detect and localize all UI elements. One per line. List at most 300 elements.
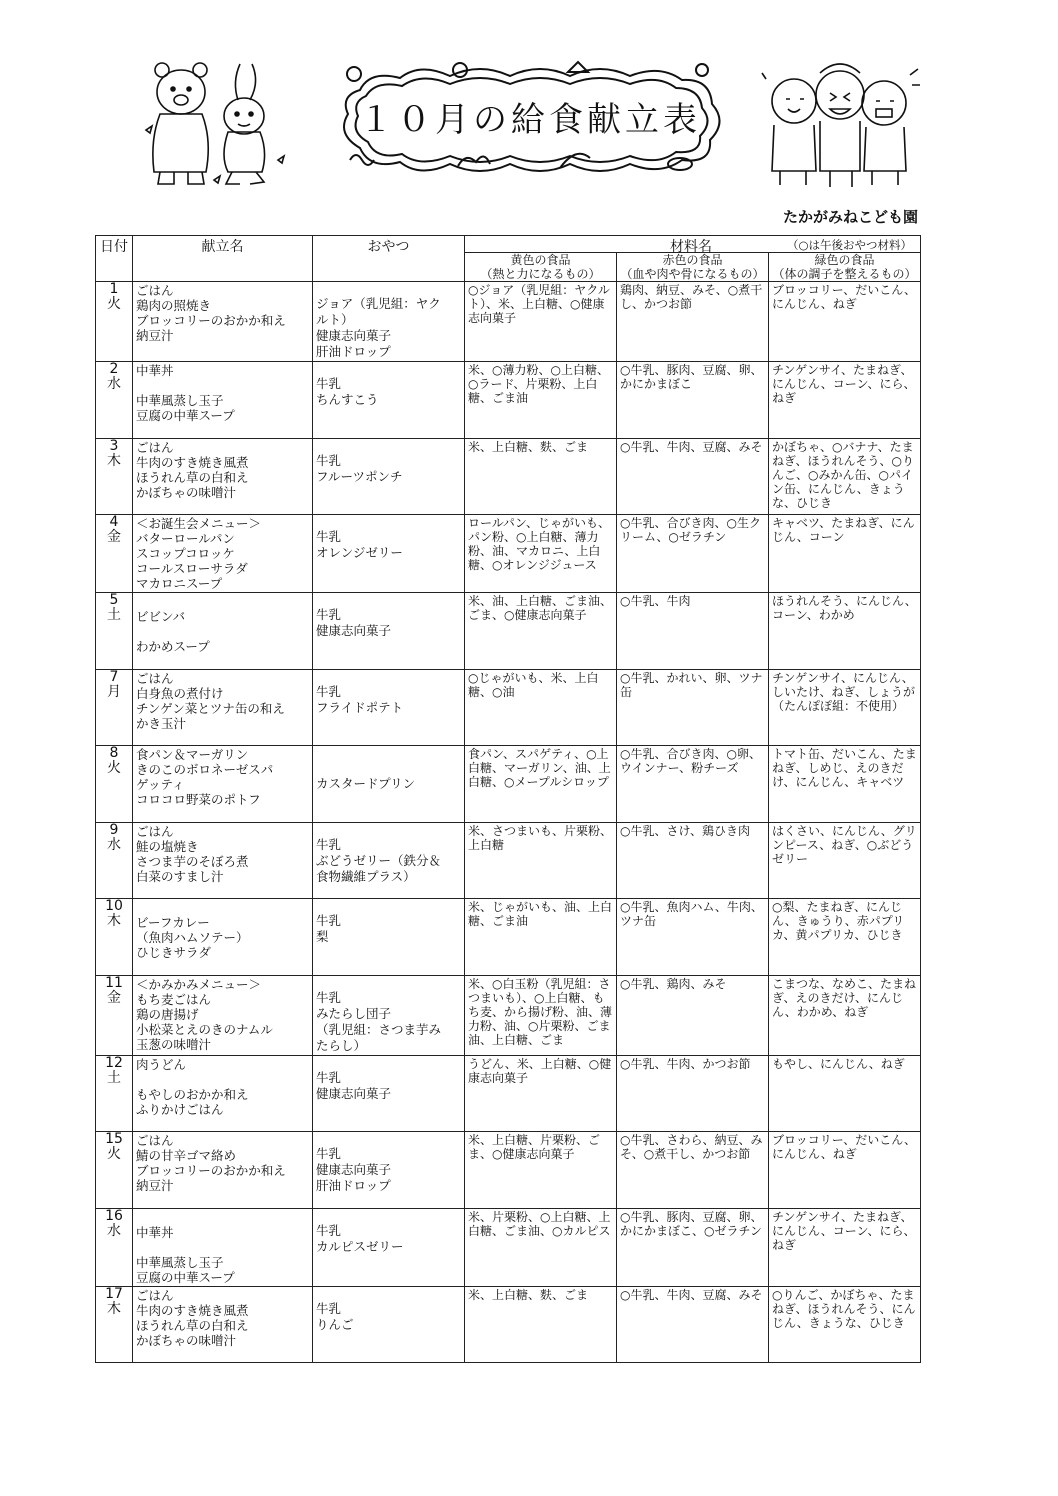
snack-cell [313,438,465,515]
header-yellow-title: 黄色の食品 [510,253,571,267]
bear-rabbit-illustration [140,60,290,195]
snack-item: りんご [316,1316,354,1332]
red-food-cell [617,899,769,976]
day-number: 15 [105,1131,123,1147]
menu-item: 豆腐の中華スープ [136,1269,235,1285]
menu-lines [133,282,312,344]
menu-item: きのこのボロネーゼスパ [136,762,274,777]
date-cell [96,975,133,1055]
day-number: 3 [109,437,119,454]
yellow-food-cell-text: 米、○白玉粉（乳児組：さつまいも）、○上白糖、もち麦、から揚げ粉、油、薄力粉、油、○片栗粉、ごま油、上白糖、ごま [468,976,613,1047]
menu-item: バターロールパン [136,531,235,546]
green-food-cell [769,1132,921,1209]
menu-cell [133,746,313,823]
children-illustration [760,55,920,195]
day-number: 17 [105,1285,123,1302]
table-row [96,1208,921,1286]
table-row [96,515,921,593]
snack-item: 健康志向菓子 [316,1085,392,1101]
menu-item: 牛肉のすき焼き風煮 [136,1302,249,1318]
menu-item: ほうれん草の白和え [136,469,249,485]
menu-lines [133,362,312,424]
menu-lines [133,439,312,501]
snack-cell [313,822,465,899]
menu-lines [133,746,312,808]
weekday: 土 [107,1069,121,1086]
yellow-food-cell-text: ○じゃがいも、米、上白糖、○油 [468,670,599,699]
green-food-cell [769,593,921,670]
snack-item: フルーツポンチ [316,468,403,484]
menu-item: かき玉汁 [136,715,187,731]
table-row [96,822,921,899]
menu-item: 豆腐の中華スープ [136,408,235,423]
snack-item: 肝油ドロップ [316,1178,391,1193]
menu-item: ごはん [136,823,174,839]
weekday: 木 [107,913,121,929]
menu-cell [133,438,313,515]
weekday: 火 [107,1146,121,1162]
menu-cell [133,1208,313,1286]
date-cell [96,593,133,670]
yellow-food-cell-text: 米、じゃがいも、油、上白糖、ごま油 [468,900,613,928]
snack-cell [313,282,465,362]
header-green-sub: （体の調子を整えるもの） [772,267,917,281]
red-food-cell-text: ○牛乳、牛肉、豆腐、みそ [620,439,763,454]
menu-item: 鶏の唐揚げ [136,1006,199,1022]
menu-item [136,1240,309,1255]
yellow-food-cell [465,746,617,823]
menu-item: 中華丼 [136,1224,174,1240]
green-food-cell [769,362,921,439]
header-green-title: 緑色の食品 [814,253,875,267]
menu-item: ＜かみかみメニュー＞ [136,976,262,992]
menu-item: （魚肉ハムソテー） [136,930,249,945]
menu-cell [133,1055,313,1132]
menu-item: さつま芋のそぼろ煮 [136,853,249,869]
menu-cell [133,362,313,439]
menu-item: ブロッコリーのおかか和え [136,1163,286,1178]
date-cell [96,669,133,746]
school-name: たかがみねこども園 [782,208,918,226]
menu-lines [133,593,312,655]
date-cell [96,1055,133,1132]
menu-item: 白菜のすまし汁 [136,868,224,884]
header-red-title: 赤色の食品 [662,253,723,267]
day-number: 5 [109,592,119,608]
snack-cell [313,746,465,823]
menu-lines [133,823,312,885]
green-food-cell-text: かぼちゃ、○バナナ、たまねぎ、ほうれんそう、○りんご、○みかん缶、○パイン缶、にんじん、きょうな、ひじき [772,439,914,510]
green-food-cell-text: チンゲンサイ、たまねぎ、にんじん、コーン、にら、ねぎ [772,363,916,405]
snack-item: フライドポテト [316,699,404,715]
day-number: 4 [109,514,119,530]
green-food-cell-text: ブロッコリー、だいこん、にんじん、ねぎ [772,283,917,311]
snack-lines [313,823,464,886]
snack-item: 健康志向菓子 [316,623,392,638]
menu-item: ほうれん草の白和え [136,1317,249,1333]
red-food-cell-text: ○牛乳、魚肉ハム、牛肉、ツナ缶 [620,900,763,928]
snack-item: 梨 [316,929,329,944]
yellow-food-cell [465,515,617,593]
menu-cell [133,975,313,1055]
snack-lines [313,1209,464,1256]
date-cell [96,899,133,976]
menu-item: チンゲン菜とツナ缶の和え [136,700,285,716]
menu-item [136,624,309,639]
menu-item: ビーフカレー [136,915,210,930]
weekday: 木 [107,1300,121,1317]
green-food-cell-text: チンゲンサイ、たまねぎ、にんじん、コーン、にら、ねぎ [772,1209,916,1252]
red-food-cell [617,1286,769,1363]
menu-item: 玉葱の味噌汁 [136,1036,212,1052]
page-title: １０月の給食献立表 [359,100,701,140]
date-cell [96,822,133,899]
red-food-cell-text: ○牛乳、合びき肉、○卵、ウインナー、粉チーズ [620,747,761,775]
snack-lines [313,746,464,793]
snack-item: 牛乳 [316,1069,342,1085]
menu-item: もやしのおかか和え [136,1086,249,1102]
table-row [96,899,921,976]
weekday: 火 [107,760,121,776]
green-food-cell-text: トマト缶、だいこん、たまねぎ、しめじ、えのきだけ、にんじん、キャベツ [772,747,917,789]
menu-item [136,378,309,393]
snack-item: 牛乳 [316,529,342,544]
menu-item [136,594,309,609]
snack-item: 牛乳 [316,989,342,1005]
day-number: 11 [105,974,123,991]
menu-cell [133,515,313,593]
menu-item: マカロニスープ [136,576,223,591]
green-food-cell [769,899,921,976]
menu-item: 牛肉のすき焼き風煮 [136,454,249,470]
date-cell [96,438,133,515]
yellow-food-cell [465,438,617,515]
weekday: 水 [107,1222,121,1239]
yellow-food-cell [465,1208,617,1286]
red-food-cell-text: ○牛乳、豚肉、豆腐、卵、かにかまぼこ、○ゼラチン [620,1209,763,1238]
yellow-food-cell [465,593,617,670]
green-food-cell-text: ほうれんそう、にんじん、コーン、わかめ [772,594,917,622]
menu-item: 納豆汁 [136,1178,174,1193]
red-food-cell [617,1132,769,1209]
snack-cell [313,975,465,1055]
snack-item: 牛乳 [316,452,342,468]
header-red-sub: （血や肉や骨になるもの） [620,267,765,281]
date-cell [96,1286,133,1363]
menu-cell [133,282,313,362]
green-food-cell [769,669,921,746]
yellow-food-cell [465,822,617,899]
menu-item: ＜お誕生会メニュー＞ [136,516,262,531]
header-yellow-sub: （熱と力になるもの） [480,267,601,281]
menu-cell [133,899,313,976]
yellow-food-cell [465,1286,617,1363]
snack-cell [313,1208,465,1286]
yellow-food-cell-text: 米、上白糖、麩、ごま [468,439,589,454]
menu-item: 肉うどん [136,1056,187,1072]
green-food-cell [769,282,921,362]
menu-lines [133,976,312,1053]
menu-item: かぼちゃの味噌汁 [136,484,237,500]
header-green-food [769,253,921,282]
snack-cell [313,593,465,670]
menu-item: コロコロ野菜のポトフ [136,792,261,807]
header-date: 日付 [96,236,133,282]
snack-item: 牛乳 [316,1222,342,1238]
table-row [96,593,921,670]
red-food-cell [617,669,769,746]
weekday: 月 [107,683,121,700]
menu-cell [133,669,313,746]
red-food-cell [617,822,769,899]
snack-item: オレンジゼリー [316,545,403,560]
snack-lines [313,515,464,562]
menu-item: ゲッティ [136,777,185,792]
snack-item: ちんすこう [316,392,379,407]
weekday: 木 [107,452,121,469]
green-food-cell-text: こまつな、なめこ、たまねぎ、えのきだけ、にんじん、わかめ、ねぎ [772,976,917,1019]
red-food-cell-text: ○牛乳、かれい、卵、ツナ缶 [620,670,763,699]
weekday: 火 [107,296,121,312]
menu-lines [133,1209,312,1286]
menu-item: ブロッコリーのおかか和え [136,313,286,328]
menu-item: ごはん [136,1133,174,1148]
menu-item: 小松菜とえのきのナムル [136,1021,273,1037]
green-food-cell [769,1208,921,1286]
green-food-cell [769,1055,921,1132]
menu-lines [133,670,312,732]
date-cell [96,362,133,439]
menu-item: ごはん [136,439,174,455]
yellow-food-cell-text: 米、上白糖、片栗粉、ごま、○健康志向菓子 [468,1133,601,1161]
lunch-menu-table [95,235,921,1363]
snack-item: 牛乳 [316,836,342,852]
table-row [96,1055,921,1132]
day-number: 7 [109,668,119,685]
snack-item: （乳児組：さつま芋み [316,1021,442,1037]
green-food-cell [769,975,921,1055]
menu-item: ごはん [136,670,174,686]
menu-item: わかめスープ [136,639,210,654]
yellow-food-cell [465,282,617,362]
header-red-food [617,253,769,282]
weekday: 水 [107,376,121,392]
snack-item: ルト） [316,312,354,327]
green-food-cell [769,438,921,515]
snack-item: 肝油ドロップ [316,344,391,359]
green-food-cell-text: ○梨、たまねぎ、にんじん、きゅうり、赤パプリカ、黄パプリカ、ひじき [772,900,905,942]
red-food-cell-text: ○牛乳、合びき肉、○生クリーム、○ゼラチン [620,516,761,544]
menu-item: ひじきサラダ [136,945,211,960]
menu-item: 鶏肉の照焼き [136,298,212,313]
menu-cell [133,822,313,899]
day-number: 16 [105,1207,123,1224]
yellow-food-cell [465,1132,617,1209]
menu-item: 鮭の塩焼き [136,838,199,854]
yellow-food-cell-text: ロールパン、じゃがいも、パン粉、○上白糖、薄力粉、油、マカロニ、上白糖、○オレンジジュース [468,516,610,572]
snack-cell [313,1286,465,1363]
yellow-food-cell [465,899,617,976]
menu-cell [133,593,313,670]
snack-item: カルピスゼリー [316,1238,404,1254]
red-food-cell-text: ○牛乳、鶏肉、みそ [620,976,727,991]
table-row [96,438,921,515]
red-food-cell [617,1208,769,1286]
yellow-food-cell-text: 米、○薄力粉、○上白糖、○ラード、片栗粉、上白糖、ごま油 [468,363,609,405]
day-number: 1 [109,281,119,297]
date-cell [96,282,133,362]
red-food-cell-text: ○牛乳、さけ、鶏ひき肉 [620,823,750,838]
snack-item: 牛乳 [316,683,342,699]
red-food-cell-text: ○牛乳、牛肉、かつお節 [620,1056,751,1071]
snack-lines [313,282,464,361]
snack-item: 健康志向菓子 [316,328,392,343]
date-cell [96,515,133,593]
header-materials-note: （○は午後おやつ材料） [786,238,913,252]
snack-item: 牛乳 [316,913,342,928]
menu-item: 中華丼 [136,363,174,378]
red-food-cell [617,438,769,515]
snack-lines [313,1056,464,1103]
green-food-cell-text: はくさい、にんじん、グリンピース、ねぎ、○ぶどうゼリー [772,823,917,866]
red-food-cell [617,282,769,362]
table-row [96,362,921,439]
weekday: 金 [107,529,121,545]
table-row [96,1132,921,1209]
header-snack: おやつ [313,236,465,282]
table-row [96,282,921,362]
snack-lines [313,976,464,1055]
yellow-food-cell-text: ○ジョア（乳児組：ヤクルト）、米、上白糖、○健康志向菓子 [468,283,610,325]
menu-item: 白身魚の煮付け [136,685,224,701]
snack-item: たらし） [316,1037,367,1053]
snack-lines [313,670,464,717]
menu-item: ふりかけごはん [136,1101,224,1117]
yellow-food-cell-text: 米、上白糖、麩、ごま [468,1287,589,1302]
snack-lines [313,899,464,946]
yellow-food-cell [465,362,617,439]
red-food-cell-text: ○牛乳、豚肉、豆腐、卵、かにかまぼこ [620,363,763,391]
green-food-cell [769,515,921,593]
green-food-cell [769,1286,921,1363]
menu-lines [133,899,312,961]
header-materials [465,236,921,253]
yellow-food-cell-text: うどん、米、上白糖、○健康志向菓子 [468,1056,612,1085]
snack-cell [313,515,465,593]
snack-cell [313,669,465,746]
green-food-cell [769,822,921,899]
red-food-cell [617,362,769,439]
header-materials-title: 材料名 [670,239,712,255]
menu-item: ごはん [136,1287,174,1303]
yellow-food-cell [465,669,617,746]
snack-lines [313,1132,464,1195]
day-number: 8 [109,745,119,761]
date-cell [96,1132,133,1209]
green-food-cell [769,746,921,823]
table-row [96,975,921,1055]
snack-item: 牛乳 [316,607,342,622]
menu-cell [133,1286,313,1363]
menu-item: ごはん [136,283,174,298]
green-food-cell-text: ブロッコリー、だいこん、にんじん、ねぎ [772,1133,917,1161]
snack-cell [313,1055,465,1132]
yellow-food-cell-text: 米、片栗粉、○上白糖、上白糖、ごま油、○カルピス [468,1209,611,1238]
menu-item: 中華風蒸し玉子 [136,393,224,408]
menu-item: 鯖の甘辛ゴマ絡め [136,1148,237,1163]
date-cell [96,1208,133,1286]
table-row [96,746,921,823]
snack-item: 牛乳 [316,1300,342,1316]
menu-item [136,1072,309,1087]
red-food-cell [617,593,769,670]
yellow-food-cell-text: 米、さつまいも、片栗粉、上白糖 [468,823,613,852]
snack-item: カスタードプリン [316,776,416,791]
menu-cell [133,1132,313,1209]
menu-rows [96,282,921,1363]
menu-lines [133,515,312,592]
menu-lines [133,1056,312,1118]
day-number: 2 [109,361,119,377]
header-yellow-food [465,253,617,282]
menu-item: もち麦ごはん [136,991,212,1007]
table-row [96,1286,921,1363]
table-row [96,669,921,746]
date-cell [96,746,133,823]
menu-lines [133,1132,312,1194]
weekday: 水 [107,836,121,853]
snack-item: ぶどうゼリー（鉄分＆ [316,852,442,868]
yellow-food-cell-text: 米、油、上白糖、ごま油、ごま、○健康志向菓子 [468,594,613,622]
red-food-cell-text: ○牛乳、牛肉 [620,594,691,608]
snack-cell [313,362,465,439]
menu-item: かぼちゃの味噌汁 [136,1332,237,1348]
snack-lines [313,1287,464,1334]
menu-item: コールスローサラダ [136,561,248,576]
menu-item: スコップコロッケ [136,546,235,561]
red-food-cell [617,975,769,1055]
snack-item: 食物繊維プラス） [316,868,416,884]
snack-item: みたらし団子 [316,1005,392,1021]
snack-cell [313,899,465,976]
day-number: 12 [105,1054,123,1071]
red-food-cell [617,746,769,823]
snack-item: 牛乳 [316,376,342,391]
weekday: 土 [107,607,121,623]
menu-item [136,1210,309,1225]
menu-item: ビビンバ [136,609,186,624]
snack-lines [313,439,464,486]
red-food-cell [617,1055,769,1132]
red-food-cell [617,515,769,593]
snack-lines [313,593,464,640]
yellow-food-cell [465,1055,617,1132]
snack-item: 健康志向菓子 [316,1162,392,1177]
red-food-cell-text: 鶏肉、納豆、みそ、○煮干し、かつお節 [620,283,763,311]
red-food-cell-text: ○牛乳、さわら、納豆、みそ、○煮干し、かつお節 [620,1133,763,1161]
snack-item: 牛乳 [316,1146,342,1161]
menu-item: 食パン＆マーガリン [136,747,249,762]
day-number: 10 [105,898,123,914]
snack-item: ジョア（乳児組：ヤク [316,296,441,311]
weekday: 金 [107,989,121,1006]
green-food-cell-text: キャベツ、たまねぎ、にんじん、コーン [772,516,915,544]
snack-item [316,760,461,776]
menu-item [136,900,309,915]
green-food-cell-text: ○りんご、かぼちゃ、たまねぎ、ほうれんそう、にんじん、きょうな、ひじき [772,1287,916,1330]
yellow-food-cell [465,975,617,1055]
menu-item: 納豆汁 [136,328,174,343]
